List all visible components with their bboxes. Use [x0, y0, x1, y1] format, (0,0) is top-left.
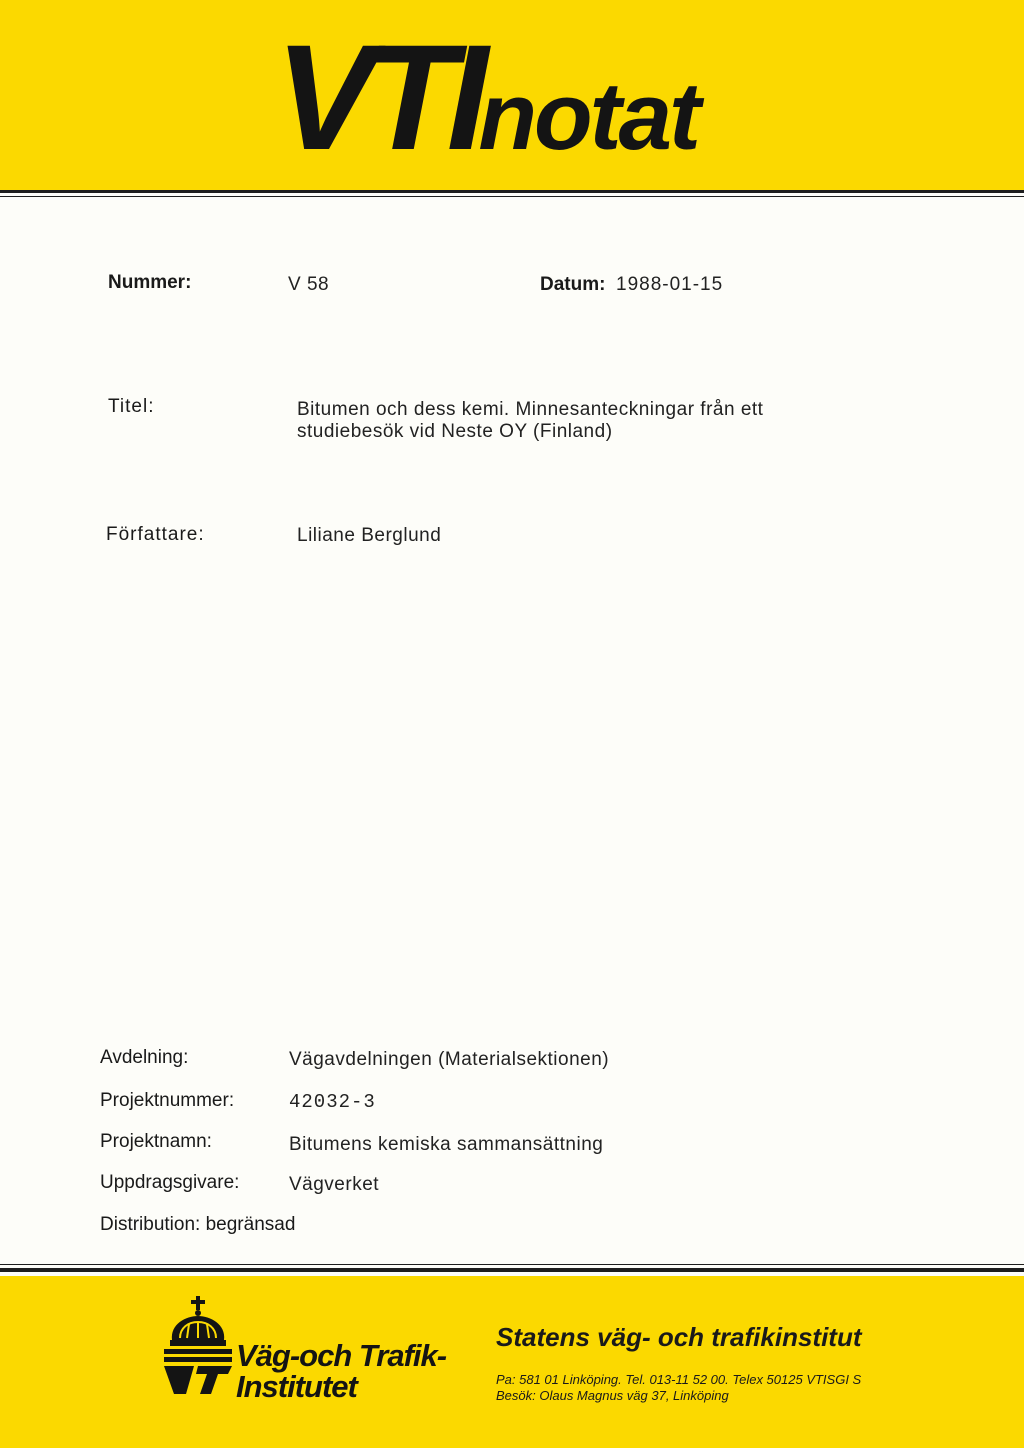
projektnamn-label: Projektnamn: — [100, 1131, 212, 1152]
uppdragsgivare-value: Vägverket — [289, 1174, 380, 1195]
nummer-label: Nummer: — [108, 272, 192, 293]
address-line: Pa: 581 01 Linköping. Tel. 013-11 52 00. Telex 50125 VTISGI S — [496, 1372, 862, 1387]
institute-name: Statens väg- och trafikinstitut — [496, 1322, 862, 1352]
titel-line1: Bitumen och dess kemi. Minnesanteckningar från ett — [297, 399, 764, 420]
brand-notat: notat — [478, 63, 698, 170]
avdelning-value: Vägavdelningen (Materialsektionen) — [289, 1049, 610, 1070]
projektnamn-value: Bitumens kemiska sammansättning — [289, 1134, 604, 1155]
titel-line2: studiebesök vid Neste OY (Finland) — [297, 421, 613, 442]
datum-label: Datum: — [540, 274, 606, 295]
header-rule — [0, 190, 1024, 193]
footer-rule — [0, 1268, 1024, 1272]
brand-vti: VTI — [275, 13, 479, 181]
titel-label: Titel: — [108, 396, 155, 417]
projektnummer-value: 42032-3 — [289, 1091, 376, 1113]
nummer-value: V 58 — [288, 274, 330, 295]
footer-rule-thin — [0, 1264, 1024, 1265]
distribution-label: Distribution: begränsad — [100, 1214, 296, 1235]
visit-line: Besök: Olaus Magnus väg 37, Linköping — [496, 1388, 729, 1403]
forfattare-value: Liliane Berglund — [297, 525, 442, 546]
avdelning-label: Avdelning: — [100, 1047, 189, 1068]
vti-logo-wordmark — [236, 1340, 446, 1402]
projektnummer-label: Projektnummer: — [100, 1090, 235, 1111]
footer-band — [0, 1276, 1024, 1448]
vti-notat-logo — [275, 13, 698, 181]
logo-line2: Institutet — [236, 1369, 357, 1404]
uppdragsgivare-label: Uppdragsgivare: — [100, 1172, 240, 1193]
crown-emblem-icon — [160, 1296, 236, 1396]
header-rule-thin — [0, 196, 1024, 197]
datum-value: 1988-01-15 — [616, 274, 724, 295]
forfattare-label: Författare: — [106, 524, 205, 545]
logo-line1: Väg-och Trafik- — [236, 1338, 447, 1373]
